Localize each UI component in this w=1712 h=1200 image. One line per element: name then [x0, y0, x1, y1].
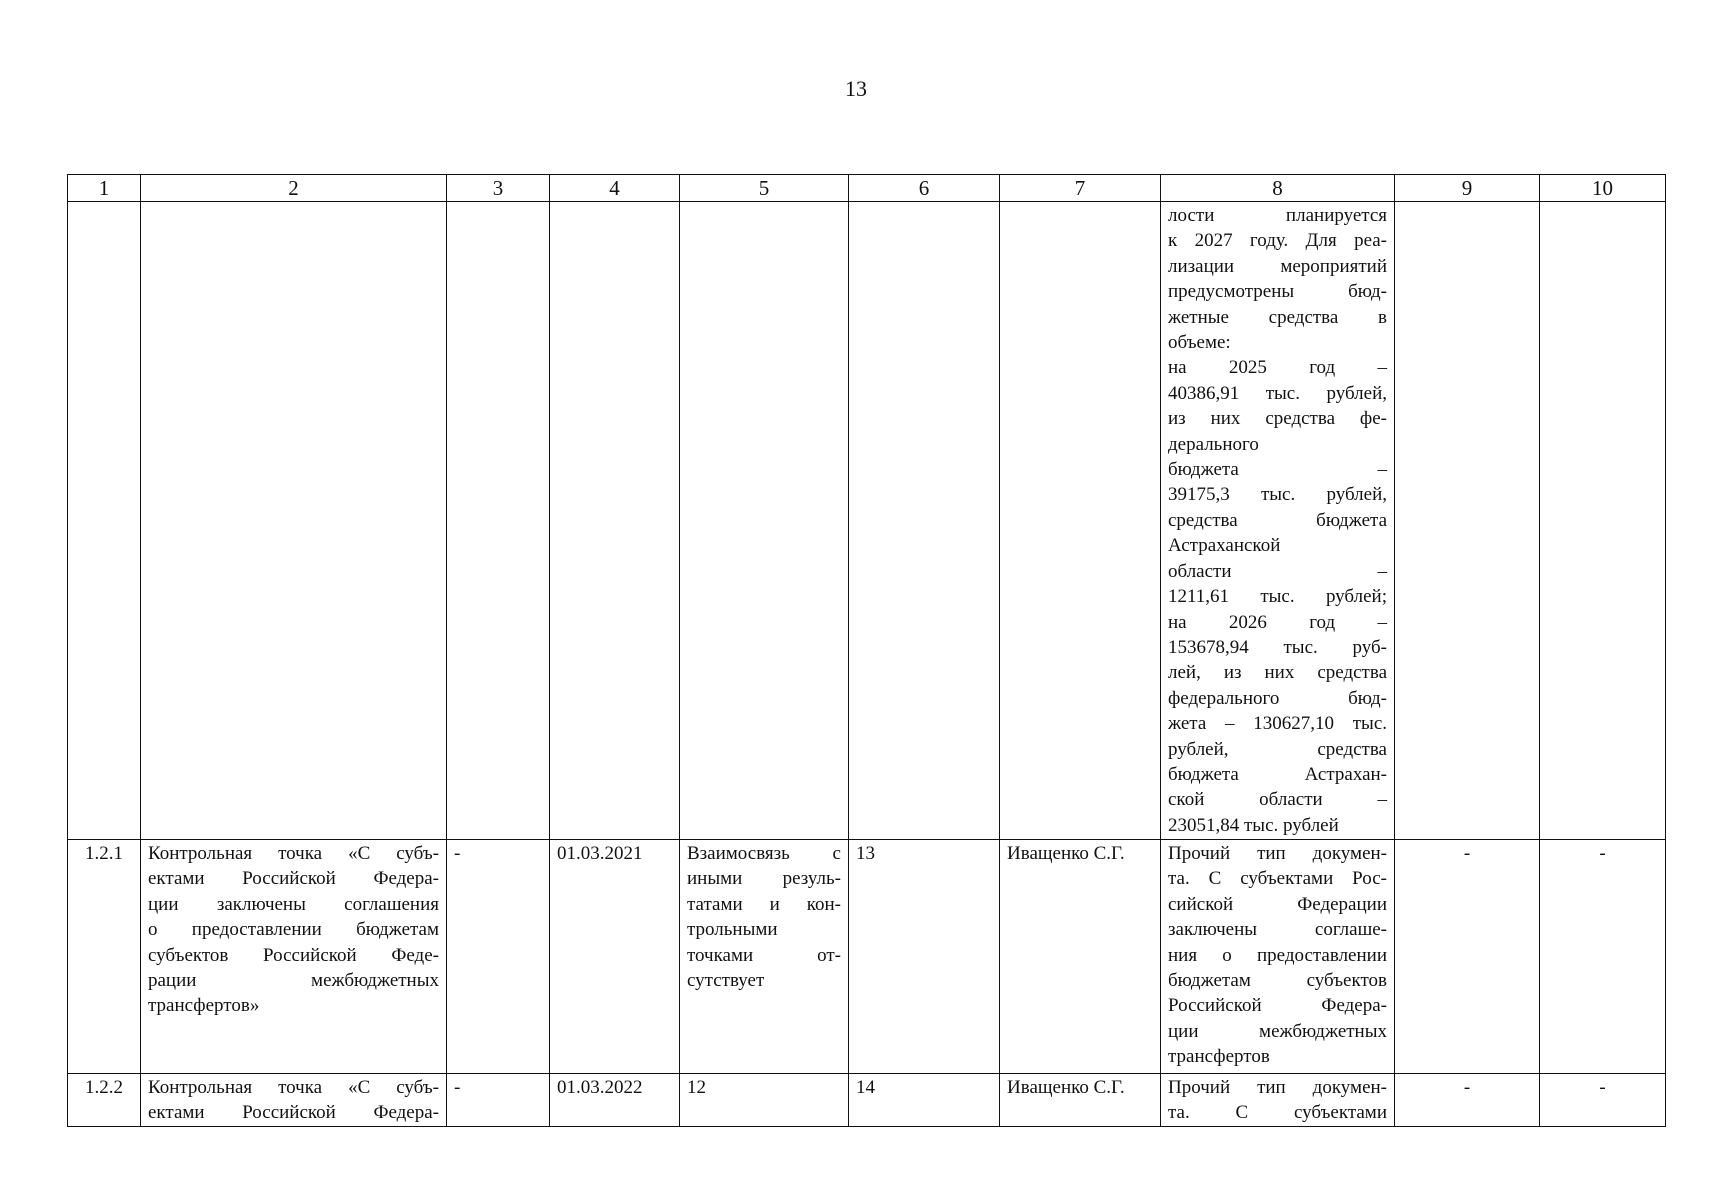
text-line: ции межбюджетных: [1168, 1020, 1387, 1042]
col-header-3: 3: [447, 175, 550, 202]
text-line: Российской Федера-: [1168, 995, 1387, 1017]
responsible-cell: Иващенко С.Г.: [1000, 1074, 1161, 1127]
date-cell: 01.03.2022: [550, 1074, 680, 1127]
text-line: Прочий тип докумен-: [1168, 843, 1387, 864]
column-6-cell: 13: [849, 840, 1000, 1074]
text-line: Прочий тип докумен-: [1168, 1077, 1387, 1098]
page-number: 13: [845, 76, 867, 101]
text-line: ской области –: [1168, 789, 1387, 811]
text-line: Контрольная точка «С субъ-: [148, 843, 439, 864]
column-6-cell: 14: [849, 1074, 1000, 1127]
text-line: из них средства фе-: [1168, 408, 1387, 430]
text-line: рублей, средства: [1168, 738, 1387, 760]
control-point-name-cell: [141, 840, 447, 1074]
responsible-cell: Иващенко С.Г.: [1000, 840, 1161, 1074]
text-line: ектами Российской Федера-: [148, 1102, 439, 1124]
row-number-cell: 1.2.2: [68, 1074, 141, 1127]
text-line: дерального: [1168, 433, 1259, 455]
col-header-7: 7: [1000, 175, 1161, 202]
text-line: ции заключены соглашения: [148, 893, 439, 915]
column-3-cell: -: [447, 1074, 550, 1127]
text-line: трансфертов: [1168, 1046, 1270, 1068]
col-header-8: 8: [1161, 175, 1395, 202]
col-header-10: 10: [1540, 175, 1666, 202]
column-10-cell: -: [1540, 840, 1666, 1074]
text-line: лей, из них средства: [1168, 662, 1387, 684]
text-line: жетные средства в: [1168, 306, 1387, 328]
document-type-cell: [1161, 1074, 1395, 1127]
text-line: рации межбюджетных: [148, 970, 439, 992]
text-line: иными резуль-: [687, 868, 841, 890]
date-cell: 01.03.2021: [550, 840, 680, 1074]
text-line: предусмотрены бюд-: [1168, 281, 1387, 303]
control-point-name-cell: [141, 1074, 447, 1127]
text-line: бюджета Астрахан-: [1168, 763, 1387, 785]
col-header-2: 2: [141, 175, 447, 202]
text-line: на 2025 год –: [1168, 357, 1387, 379]
text-line: федерального бюд-: [1168, 687, 1387, 709]
text-line: сутствует: [687, 970, 765, 992]
text-line: 39175,3 тыс. рублей,: [1168, 484, 1387, 506]
text-line: Контрольная точка «С субъ-: [148, 1077, 439, 1098]
text-line: бюджета –: [1168, 459, 1387, 481]
header-row: [68, 175, 1666, 202]
column-3-cell: -: [447, 840, 550, 1074]
text-line: бюджетам субъектов: [1168, 970, 1387, 992]
column-9-cell: -: [1395, 840, 1540, 1074]
text-line: точками от-: [687, 944, 841, 966]
col-header-1: 1: [68, 175, 141, 202]
text-line: средства бюджета: [1168, 509, 1387, 531]
column-10-cell: -: [1540, 1074, 1666, 1127]
text-line: Взаимосвязь с: [687, 843, 841, 864]
text-line: ектами Российской Федера-: [148, 868, 439, 890]
row-number-cell: 1.2.1: [68, 840, 141, 1074]
text-line: 1211,61 тыс. рублей;: [1168, 586, 1387, 608]
text-line: заключены соглаше-: [1168, 919, 1387, 941]
text-line: сийской Федерации: [1168, 893, 1387, 915]
relation-cell: [680, 840, 849, 1074]
table-row-continuation: [68, 202, 1666, 840]
text-line: лости планируется: [1168, 205, 1387, 226]
text-line: 40386,91 тыс. рублей,: [1168, 382, 1387, 404]
text-line: лизации мероприятий: [1168, 255, 1387, 277]
text-line: татами и кон-: [687, 893, 841, 915]
text-line: области –: [1168, 560, 1387, 582]
table-row: [68, 1074, 1666, 1127]
text-line: к 2027 году. Для реа-: [1168, 230, 1387, 252]
text-line: ния о предоставлении: [1168, 944, 1387, 966]
text-line: трольными: [687, 919, 778, 941]
text-line: объеме:: [1168, 332, 1231, 354]
text-line: 23051,84 тыс. рублей: [1168, 814, 1339, 836]
text-line: на 2026 год –: [1168, 611, 1387, 633]
col-header-4: 4: [550, 175, 680, 202]
document-type-cell: [1161, 840, 1395, 1074]
schedule-table: [67, 174, 1666, 1127]
col-header-5: 5: [680, 175, 849, 202]
text-line: 153678,94 тыс. руб-: [1168, 636, 1387, 658]
text-line: та. С субъектами: [1168, 1102, 1387, 1124]
continuation-description-cell: [1161, 202, 1395, 840]
text-line: субъектов Российской Феде-: [148, 944, 439, 966]
text-line: о предоставлении бюджетам: [148, 919, 439, 941]
col-header-6: 6: [849, 175, 1000, 202]
relation-cell: 12: [680, 1074, 849, 1127]
text-line: Астраханской: [1168, 535, 1281, 557]
text-line: та. С субъектами Рос-: [1168, 868, 1387, 890]
text-line: трансфертов»: [148, 995, 260, 1017]
table-row: [68, 840, 1666, 1074]
col-header-9: 9: [1395, 175, 1540, 202]
column-9-cell: -: [1395, 1074, 1540, 1127]
text-line: жета – 130627,10 тыс.: [1168, 713, 1387, 735]
